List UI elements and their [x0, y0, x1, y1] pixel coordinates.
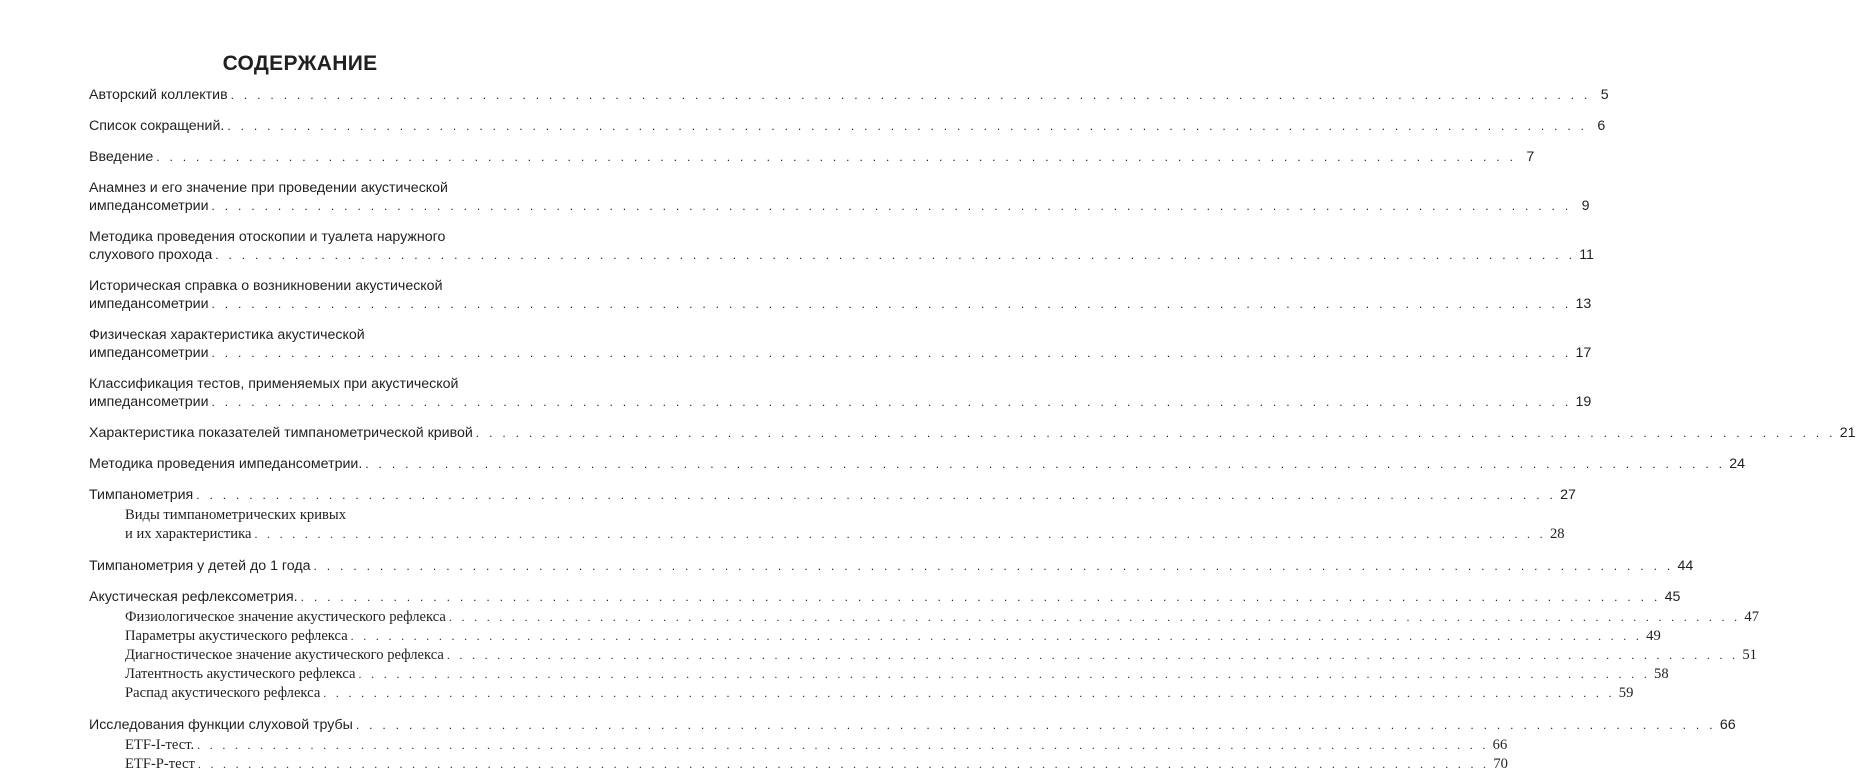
toc-entry[interactable] — [89, 117, 1606, 135]
toc-entry[interactable] — [89, 179, 1590, 215]
dot-leader: . . . . . . . . . . . . . . . . . . . . . . . . . . . . . . . . . . . . . . . . . . . . . . . . . . . . . . . . . . . . . . . . . . . . . . . . . . . . . . . . . . . . . . . . . . . . . . . . . . . . . . . — [197, 757, 1490, 771]
dot-leader: . . . . . . . . . . . . . . . . . . . . . . . . . . . . . . . . . . . . . . . . . . . . . . . . . . . . . . . . . . . . . . . . . . . . . . . . . . . . . . . . . . . . . . . . . . . . . . . . . . . . . . . — [446, 648, 1739, 662]
toc-entry-title-line1: Физическая характеристика акустической — [89, 327, 365, 343]
toc-entry[interactable] — [89, 755, 1508, 774]
toc-entry-title: Латентность акустического рефлекса — [125, 666, 356, 682]
dot-leader: . . . . . . . . . . . . . . . . . . . . . . . . . . . . . . . . . . . . . . . . . . . . . . . . . . . . . . . . . . . . . . . . . . . . . . . . . . . . . . . . . . . . . . . . . . . . . . . . . . . . . . . — [355, 718, 1716, 732]
toc-page-number: 66 — [1492, 737, 1508, 753]
toc-entry[interactable] — [89, 375, 1592, 411]
toc-entry[interactable] — [89, 506, 1565, 544]
toc-page-number: 6 — [1597, 118, 1606, 134]
toc-page-number: 44 — [1677, 558, 1694, 574]
toc-entry[interactable] — [89, 608, 1759, 627]
dot-leader: . . . . . . . . . . . . . . . . . . . . . . . . . . . . . . . . . . . . . . . . . . . . . . . . . . . . . . . . . . . . . . . . . . . . . . . . . . . . . . . . . . . . . . . . . . . . . . . . . . . . . . . — [448, 610, 1741, 624]
toc-entry[interactable] — [89, 228, 1594, 264]
toc-page-number: 7 — [1526, 149, 1535, 165]
toc-page-number: 51 — [1742, 647, 1757, 663]
toc-entry-title: и их характеристика — [125, 526, 252, 542]
toc-entry-title: Акустическая рефлексометрия. — [89, 589, 298, 605]
toc-entry[interactable] — [89, 557, 1694, 575]
toc-entry-title: Авторский коллектив — [89, 87, 228, 103]
toc-page-number: 5 — [1600, 87, 1609, 103]
toc-page-number: 27 — [1560, 487, 1576, 503]
toc-entry-title-line1: Методика проведения отоскопии и туалета наружного — [89, 229, 446, 245]
toc-entry[interactable] — [89, 277, 1592, 313]
toc-entry-title-line1: Анамнез и его значение при проведении акустической — [89, 180, 448, 196]
toc-entry[interactable] — [89, 424, 1856, 442]
toc-page-number: 11 — [1579, 247, 1594, 263]
toc-page-number: 49 — [1646, 628, 1661, 644]
toc-entry[interactable] — [89, 627, 1661, 646]
toc-page-number: 9 — [1581, 198, 1590, 214]
dot-leader: . . . . . . . . . . . . . . . . . . . . . . . . . . . . . . . . . . . . . . . . . . . . . . . . . . . . . . . . . . . . . . . . . . . . . . . . . . . . . . . . . . . . . . . . . . . . . . . . . . . . . . . — [350, 629, 1643, 643]
dot-leader: . . . . . . . . . . . . . . . . . . . . . . . . . . . . . . . . . . . . . . . . . . . . . . . . . . . . . . . . . . . . . . . . . . . . . . . . . . . . . . . . . . . . . . . . . . . . . . . . . . . . . . . — [156, 150, 1517, 164]
dot-leader: . . . . . . . . . . . . . . . . . . . . . . . . . . . . . . . . . . . . . . . . . . . . . . . . . . . . . . . . . . . . . . . . . . . . . . . . . . . . . . . . . . . . . . . . . . . . . . . . . . . . . . . — [196, 488, 1557, 502]
toc-page-number: 59 — [1618, 685, 1634, 701]
toc-entry-title: Характеристика показателей тимпанометрической кривой — [89, 425, 473, 441]
toc-page-number: 66 — [1719, 717, 1736, 733]
toc-entry[interactable] — [89, 665, 1669, 684]
dot-leader: . . . . . . . . . . . . . . . . . . . . . . . . . . . . . . . . . . . . . . . . . . . . . . . . . . . . . . . . . . . . . . . . . . . . . . . . . . . . . . . . . . . . . . . . . . . . . . . . . . . . . . . — [227, 119, 1588, 133]
toc-entry[interactable] — [89, 86, 1609, 104]
toc-page-number: 47 — [1744, 609, 1759, 625]
dot-leader: . . . . . . . . . . . . . . . . . . . . . . . . . . . . . . . . . . . . . . . . . . . . . . . . . . . . . . . . . . . . . . . . . . . . . . . . . . . . . . . . . . . . . . . . . . . . . . . . . . . . . . . — [211, 297, 1572, 311]
toc-entry-title: Физиологическое значение акустического рефлекса — [125, 609, 446, 625]
toc-page-number: 70 — [1493, 756, 1508, 772]
toc-entry-title: Тимпанометрия — [89, 487, 194, 503]
toc-entry-title: Исследования функции слуховой трубы — [89, 717, 353, 733]
dot-leader: . . . . . . . . . . . . . . . . . . . . . . . . . . . . . . . . . . . . . . . . . . . . . . . . . . . . . . . . . . . . . . . . . . . . . . . . . . . . . . . . . . . . . . . . . . . . . . . . . . . . . . . — [230, 88, 1591, 102]
toc-entry-title: слухового прохода — [89, 247, 213, 263]
dot-leader: . . . . . . . . . . . . . . . . . . . . . . . . . . . . . . . . . . . . . . . . . . . . . . . . . . . . . . . . . . . . . . . . . . . . . . . . . . . . . . . . . . . . . . . . . . . . . . . . . . . . . . . — [197, 738, 1489, 752]
toc-entry[interactable] — [89, 684, 1634, 703]
toc-entry-title: ETF-P-тест — [125, 756, 195, 772]
toc-entry-title: импедансометрии — [89, 198, 209, 214]
dot-leader: . . . . . . . . . . . . . . . . . . . . . . . . . . . . . . . . . . . . . . . . . . . . . . . . . . . . . . . . . . . . . . . . . . . . . . . . . . . . . . . . . . . . . . . . . . . . . . . . . . . . . . . — [358, 667, 1651, 681]
toc-page-number: 21 — [1839, 425, 1856, 441]
dot-leader: . . . . . . . . . . . . . . . . . . . . . . . . . . . . . . . . . . . . . . . . . . . . . . . . . . . . . . . . . . . . . . . . . . . . . . . . . . . . . . . . . . . . . . . . . . . . . . . . . . . . . . . — [323, 686, 1615, 700]
toc-entry-title: Введение — [89, 149, 154, 165]
toc-entry[interactable] — [89, 148, 1535, 166]
dot-leader: . . . . . . . . . . . . . . . . . . . . . . . . . . . . . . . . . . . . . . . . . . . . . . . . . . . . . . . . . . . . . . . . . . . . . . . . . . . . . . . . . . . . . . . . . . . . . . . . . . . . . . . — [211, 199, 1572, 213]
toc-entry-title: импедансометрии — [89, 345, 209, 361]
toc-entry-title: Методика проведения импедансометрии. — [89, 456, 363, 472]
toc-entry[interactable] — [89, 588, 1681, 606]
toc-page-number: 28 — [1549, 526, 1565, 542]
toc-entry-title: импедансометрии — [89, 296, 209, 312]
page-title: СОДЕРЖАНИЕ — [222, 52, 378, 75]
toc-entry-title: Список сокращений. — [89, 118, 225, 134]
dot-leader: . . . . . . . . . . . . . . . . . . . . . . . . . . . . . . . . . . . . . . . . . . . . . . . . . . . . . . . . . . . . . . . . . . . . . . . . . . . . . . . . . . . . . . . . . . . . . . . . . . . . . . . — [300, 590, 1661, 604]
toc-entry[interactable] — [89, 646, 1757, 665]
toc-entry-title: Диагностическое значение акустического рефлекса — [125, 647, 444, 663]
toc-entry[interactable] — [89, 326, 1592, 362]
toc-entry-title: Тимпанометрия у детей до 1 года — [89, 558, 311, 574]
dot-leader: . . . . . . . . . . . . . . . . . . . . . . . . . . . . . . . . . . . . . . . . . . . . . . . . . . . . . . . . . . . . . . . . . . . . . . . . . . . . . . . . . . . . . . . . . . . . . . . . . . . . . . . — [254, 527, 1546, 541]
toc-page-number: 17 — [1575, 345, 1592, 361]
dot-leader: . . . . . . . . . . . . . . . . . . . . . . . . . . . . . . . . . . . . . . . . . . . . . . . . . . . . . . . . . . . . . . . . . . . . . . . . . . . . . . . . . . . . . . . . . . . . . . . . . . . . . . . — [365, 457, 1726, 471]
table-of-contents — [89, 86, 1856, 774]
toc-page-number: 19 — [1575, 394, 1592, 410]
dot-leader: . . . . . . . . . . . . . . . . . . . . . . . . . . . . . . . . . . . . . . . . . . . . . . . . . . . . . . . . . . . . . . . . . . . . . . . . . . . . . . . . . . . . . . . . . . . . . . . . . . . . . . . — [211, 395, 1572, 409]
dot-leader: . . . . . . . . . . . . . . . . . . . . . . . . . . . . . . . . . . . . . . . . . . . . . . . . . . . . . . . . . . . . . . . . . . . . . . . . . . . . . . . . . . . . . . . . . . . . . . . . . . . . . . . — [211, 346, 1572, 360]
toc-entry[interactable] — [89, 736, 1508, 755]
toc-entry-title-line1: Виды тимпанометрических кривых — [125, 507, 347, 523]
dot-leader: . . . . . . . . . . . . . . . . . . . . . . . . . . . . . . . . . . . . . . . . . . . . . . . . . . . . . . . . . . . . . . . . . . . . . . . . . . . . . . . . . . . . . . . . . . . . . . . . . . . . . . . — [313, 559, 1674, 573]
dot-leader: . . . . . . . . . . . . . . . . . . . . . . . . . . . . . . . . . . . . . . . . . . . . . . . . . . . . . . . . . . . . . . . . . . . . . . . . . . . . . . . . . . . . . . . . . . . . . . . . . . . . . . . — [475, 426, 1836, 440]
toc-page-number: 58 — [1654, 666, 1669, 682]
toc-page-number: 45 — [1664, 589, 1681, 605]
toc-page-number: 24 — [1729, 456, 1746, 472]
toc-entry-title: ETF-I-тест. — [125, 737, 195, 753]
toc-entry-title: Параметры акустического рефлекса — [125, 628, 348, 644]
toc-entry-title: импедансометрии — [89, 394, 209, 410]
toc-entry-title-line1: Классификация тестов, применяемых при акустической — [89, 376, 459, 392]
toc-entry[interactable] — [89, 455, 1746, 473]
toc-entry[interactable] — [89, 716, 1736, 734]
toc-entry[interactable] — [89, 486, 1576, 504]
toc-entry-title: Распад акустического рефлекса — [125, 685, 321, 701]
toc-entry-title-line1: Историческая справка о возникновении акустической — [89, 278, 443, 294]
dot-leader: . . . . . . . . . . . . . . . . . . . . . . . . . . . . . . . . . . . . . . . . . . . . . . . . . . . . . . . . . . . . . . . . . . . . . . . . . . . . . . . . . . . . . . . . . . . . . . . . . . . . . . . — [215, 248, 1576, 262]
toc-page-number: 13 — [1575, 296, 1592, 312]
